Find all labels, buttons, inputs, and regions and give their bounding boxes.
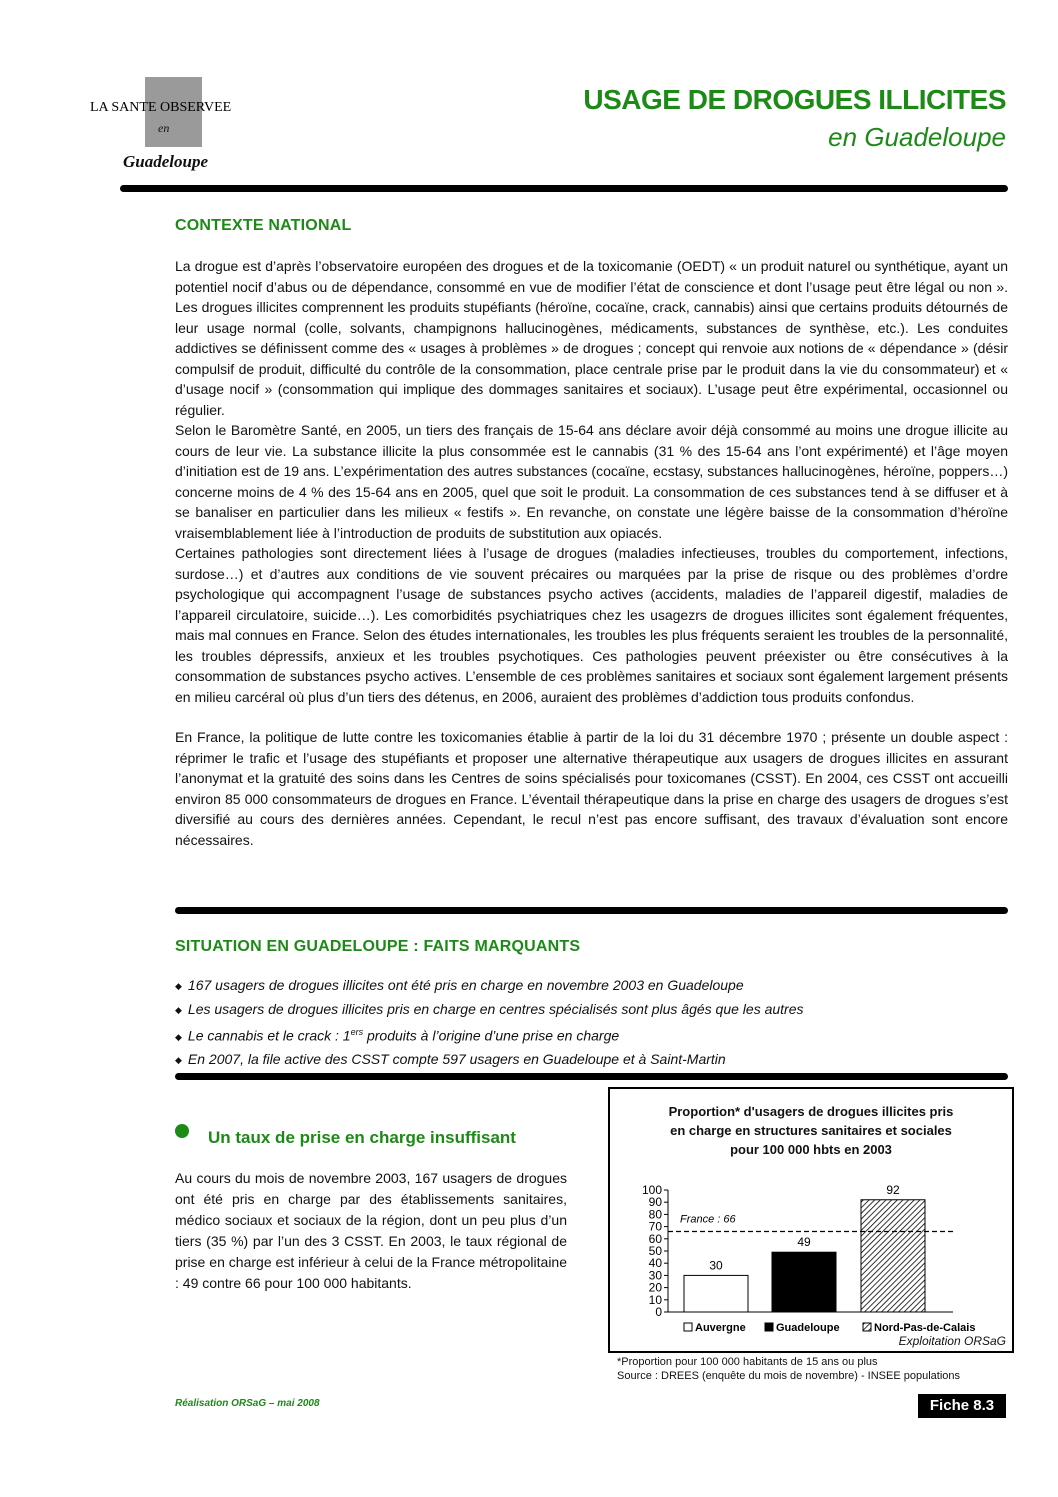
list-item-superscript: ers	[350, 1027, 364, 1037]
logo-text-region: Guadeloupe	[123, 152, 208, 171]
legend-label: Auvergne	[695, 1322, 746, 1334]
bar-value-label: 30	[709, 1258, 723, 1273]
bar-value-label: 49	[797, 1235, 811, 1250]
list-item	[175, 1049, 1008, 1073]
chart-source: Source : DREES (enquête du mois de novembre) - INSEE populations	[617, 1370, 961, 1382]
green-dot-icon	[175, 1124, 189, 1138]
paragraph: Certaines pathologies sont directement liées à l’usage de drogues (maladies infectieuses, troubles du comportement, infections, surdose…) et d’autres aux conditions de vie souvent précaires ou marquées par la prise de risque ou des problèmes d’ordre psychologique qui accompagnent l’usage de substances psycho actives (accidents, maladies de l’appareil digestif, maladies de l’appareil circulatoire, suicide…). Les comorbidités psychiatriques chez les usagezrs de drogues illicites sont également fréquentes, mais mal connues en France. Selon des études internationales, les troubles les plus fréquents seraient les troubles de la personnalité, les troubles dépressifs, anxieux et les troubles psychotiques. Ces pathologies peuvent préexister ou être consécutives à la consommation de substances psycho actives. L’ensemble de ces problèmes sanitaires et sociaux sont également largement présents en milieu carcéral où plus d’un tiers des détenus, en 2006, auraient des problèmes d’addiction tous produits confondus.	[175, 545, 1008, 705]
chart-credit: Exploitation ORSaG	[898, 1334, 1006, 1348]
paragraph: En France, la politique de lutte contre les toxicomanies établie à partir de la loi du 31 décembre 1970 ; présente un double aspect : réprimer le trafic et l’usage des stupéfiants et proposer une alternative thérapeutique aux usagers de drogues illicites en assurant l’anonymat et la gratuité des soins dans les Centres de soins spécialisés pour toxicomanes (CSST). En 2004, ces CSST ont accueilli environ 85 000 consommateurs de drogues en France. L’éventail thérapeutique dans la prise en charge des usagers de drogues s’est diversifié au cours des dernières années. Cependant, le recul n’est pas encore suffisant, des travaux d’évaluation sont encore nécessaires.	[175, 729, 1008, 848]
diamond-bullet-icon: ◆	[175, 1031, 182, 1042]
y-tick-label: 60	[648, 1231, 662, 1246]
y-tick-label: 30	[648, 1268, 662, 1283]
bar	[861, 1200, 925, 1312]
logo-text-main: LA SANTE OBSERVEE	[90, 100, 232, 115]
y-tick-label: 50	[648, 1244, 662, 1258]
bar-value-label: 92	[886, 1182, 900, 1197]
section-contexte-body	[175, 256, 1008, 850]
legend-swatch	[863, 1323, 871, 1331]
logo-text-en: en	[158, 121, 170, 135]
diamond-bullet-icon: ◆	[175, 1004, 182, 1015]
page-subtitle: en Guadeloupe	[828, 122, 1006, 152]
legend-swatch	[765, 1323, 773, 1331]
paragraph: Selon le Baromètre Santé, en 2005, un tiers des français de 15-64 ans déclare avoir déjà consommé au moins une drogue illicite au cours de leur vie. La substance illicite la plus consommée est le cannabis (31 % des 15-64 ans l’ont expérimenté) et l’âge moyen d’initiation est de 19 ans. L’expérimentation des autres substances (cocaïne, ecstasy, substances hallucinogènes, héroïne, poppers…) concerne moins de 4 % des 15-64 ans en 2005, quel que soit le produit. La consommation de ces substances tend à se diffuser et à se banaliser en particulier dans les milieux « festifs ». En revanche, on constate une légère baisse de la consommation d’héroïne vraisemblablement liée à l’introduction de produits de substitution aux opiacés.	[175, 422, 1008, 541]
legend-label: Guadeloupe	[776, 1322, 840, 1334]
section-rule	[175, 1073, 1008, 1080]
legend-label: Nord-Pas-de-Calais	[874, 1322, 976, 1334]
list-item	[175, 1022, 1008, 1049]
list-item-text: Le cannabis et le crack : 1	[187, 1027, 351, 1044]
subsection-paragraph: Au cours du mois de novembre 2003, 167 usagers de drogues ont été pris en charge par des établissements sanitaires, médico sociaux et sociaux de la région, dont un peu plus d’un tiers (35 %) par l’un des 3 CSST. En 2003, le taux régional de prise en charge est inférieur à celui de la France métropolitaine : 49 contre 66 pour 100 000 habitants.	[175, 1170, 567, 1291]
fiche-badge: Fiche 8.3	[918, 1394, 1006, 1418]
paragraph: La drogue est d’après l’observatoire européen des drogues et de la toxicomanie (OEDT) « un produit naturel ou synthétique, ayant un potentiel nocif d’abus ou de dépendance, consommé en vue de modifier l’état de conscience et dont l’usage peut être légal ou non ». Les drogues illicites comprennent les produits stupéfiants (héroïne, cocaïne, crack, cannabis) ainsi que certains produits détournés de leur usage normal (colle, solvants, champignons hallucinogènes, médicaments, substances de synthèse, etc.). Les conduites addictives se définissent comme des « usages à problèmes » de drogues ; concept qui renvoie aux notions de « dépendance » (désir compulsif de produit, difficulté du contrôle de la consommation, place centrale prise par le produit dans la vie du consommateur) et « d’usage nocif » (consommation qui implique des dommages sanitaires et sociaux). L’usage peut être expérimental, occasionnel ou régulier.	[175, 258, 1008, 418]
header-rule	[120, 185, 1008, 192]
chart-title-line: Proportion* d'usagers de drogues illicites pris	[668, 1104, 954, 1119]
list-item-text: produits à l’origine d’une prise en charge	[363, 1027, 620, 1044]
list-item-text: 167 usagers de drogues illicites ont été pris en charge en novembre 2003 en Guadeloupe	[187, 977, 744, 993]
section-rule	[175, 907, 1008, 914]
y-tick-label: 90	[648, 1195, 662, 1210]
y-tick-label: 10	[648, 1292, 662, 1307]
reference-line-label: France : 66	[680, 1213, 736, 1226]
diamond-bullet-icon: ◆	[175, 1055, 182, 1066]
diamond-bullet-icon: ◆	[175, 981, 182, 991]
chart-footnote: *Proportion pour 100 000 habitants de 15 ans ou plus	[617, 1356, 878, 1368]
bar-chart	[608, 1087, 1014, 1353]
section-heading-contexte: CONTEXTE NATIONAL	[175, 217, 352, 234]
bar	[772, 1252, 836, 1312]
y-tick-label: 80	[648, 1207, 662, 1222]
chart-title-line: pour 100 000 hbts en 2003	[730, 1142, 892, 1157]
subsection-heading: Un taux de prise en charge insuffisant	[208, 1128, 516, 1147]
list-item	[175, 975, 1008, 999]
chart-title-line: en charge en structures sanitaires et sociales	[670, 1123, 952, 1138]
page-title: USAGE DE DROGUES ILLICITES	[583, 84, 1006, 115]
y-tick-label: 70	[648, 1219, 662, 1234]
legend-swatch	[684, 1323, 692, 1331]
y-tick-label: 20	[648, 1280, 662, 1295]
list-item-text: En 2007, la file active des CSST compte 597 usagers en Guadeloupe et à Saint-Martin	[187, 1051, 726, 1068]
y-tick-label: 40	[648, 1256, 662, 1271]
y-tick-label: 100	[641, 1183, 662, 1197]
key-facts-list	[175, 975, 1008, 1073]
bar	[684, 1275, 748, 1312]
footer-realisation: Réalisation ORSaG – mai 2008	[175, 1398, 320, 1409]
list-item	[175, 999, 1008, 1023]
section-heading-situation: SITUATION EN GUADELOUPE : FAITS MARQUANTS	[175, 938, 581, 955]
list-item-text: Les usagers de drogues illicites pris en charge en centres spécialisés sont plus âgés que les autres	[187, 1000, 804, 1017]
y-tick-label: 0	[655, 1305, 662, 1319]
